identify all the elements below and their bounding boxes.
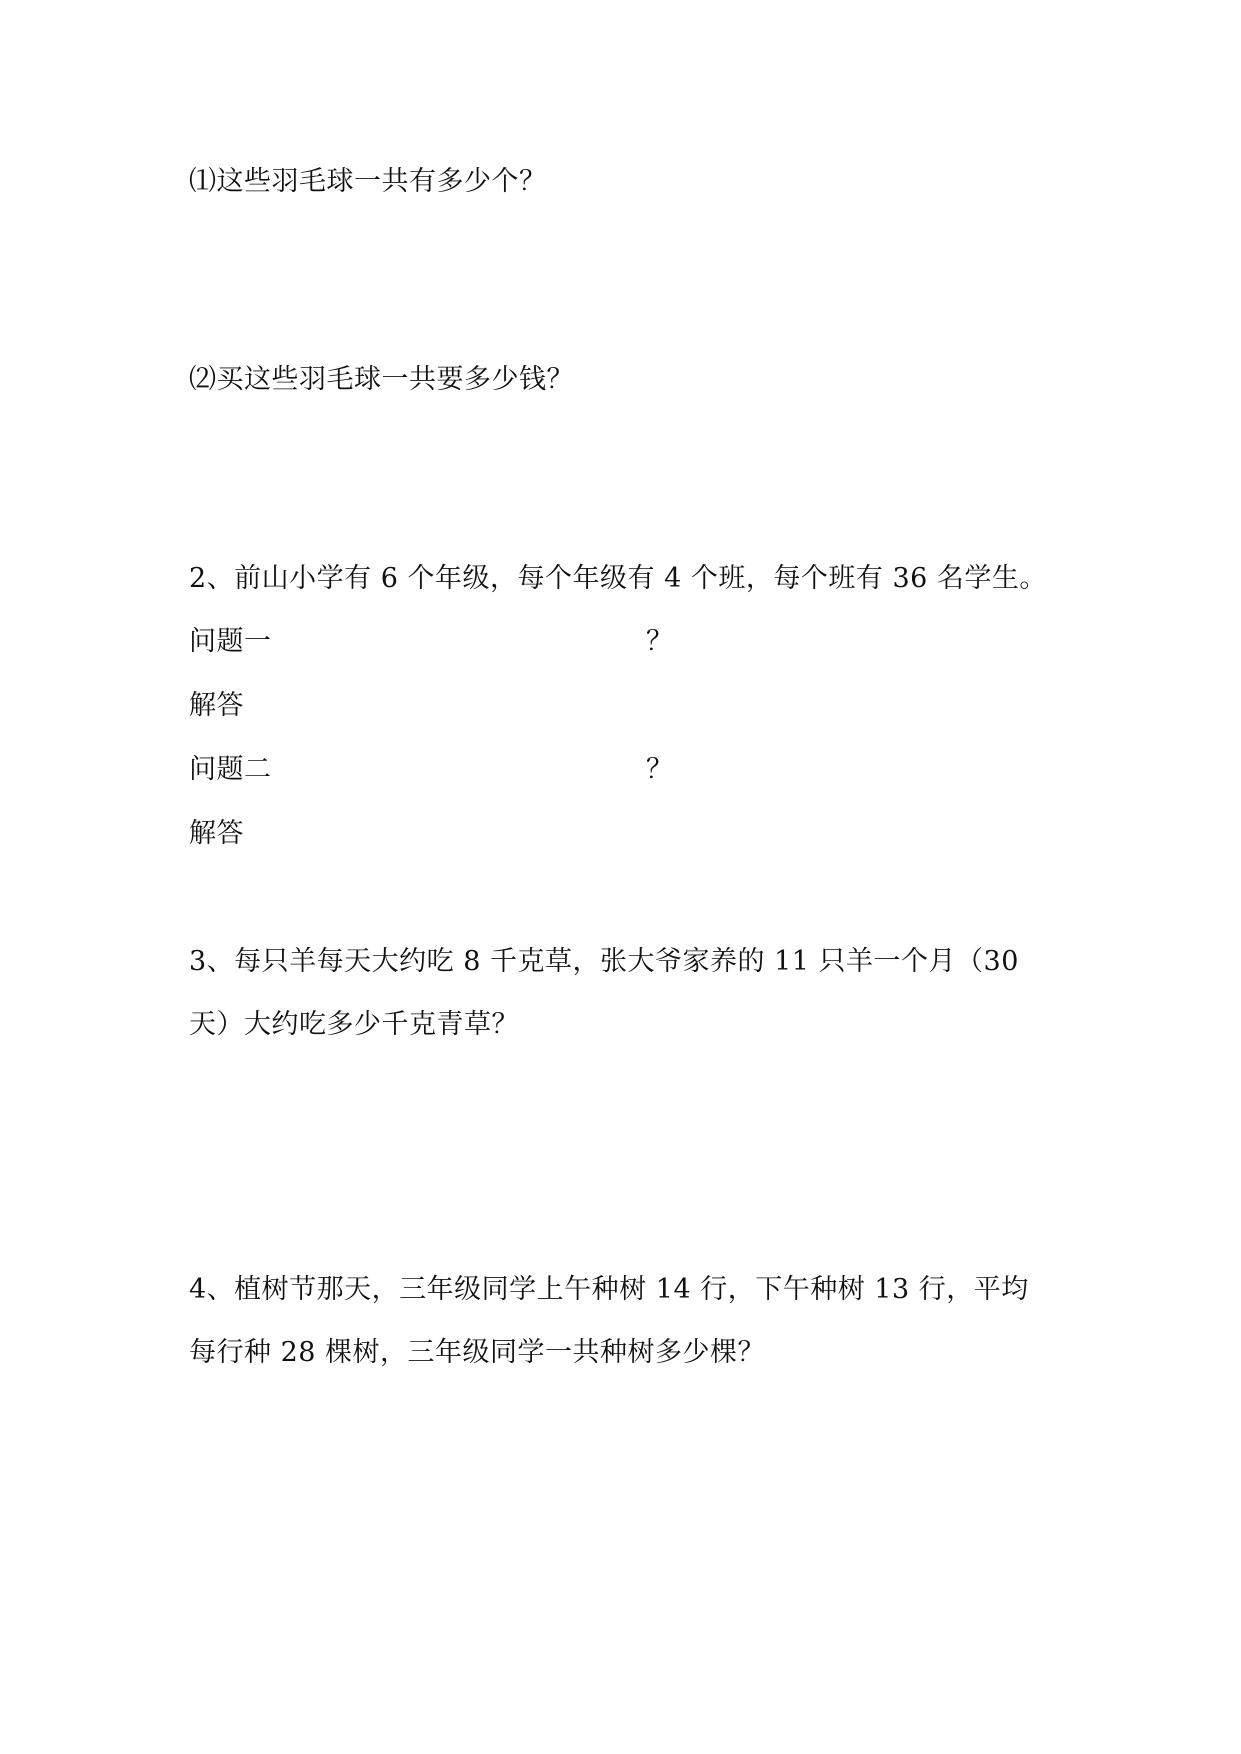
q3-line1: 3、每只羊每天大约吃 8 千克草，张大爷家养的 11 只羊一个月（30 (189, 946, 1019, 977)
q1-part2-text: ⑵买这些羽毛球一共要多少钱？ (189, 364, 574, 395)
q2-answer1-label: 解答 (189, 690, 244, 721)
q2-question1-mark: ？ (646, 626, 673, 657)
q4-line1: 4、植树节那天，三年级同学上午种树 14 行，下午种树 13 行，平均 (189, 1274, 1029, 1305)
q2-text: 2、前山小学有 6 个年级，每个年级有 4 个班，每个班有 36 名学生。 (189, 563, 1047, 594)
q3-line2: 天）大约吃多少千克青草？ (189, 1009, 519, 1040)
q2-question2-mark: ？ (646, 754, 673, 785)
q2-answer2-label: 解答 (189, 818, 244, 849)
q4-line2: 每行种 28 棵树，三年级同学一共种树多少棵？ (189, 1337, 766, 1368)
q1-part1-text: ⑴这些羽毛球一共有多少个？ (189, 166, 547, 197)
q2-question1-label: 问题一 (189, 626, 272, 657)
q2-question2-label: 问题二 (189, 754, 272, 785)
